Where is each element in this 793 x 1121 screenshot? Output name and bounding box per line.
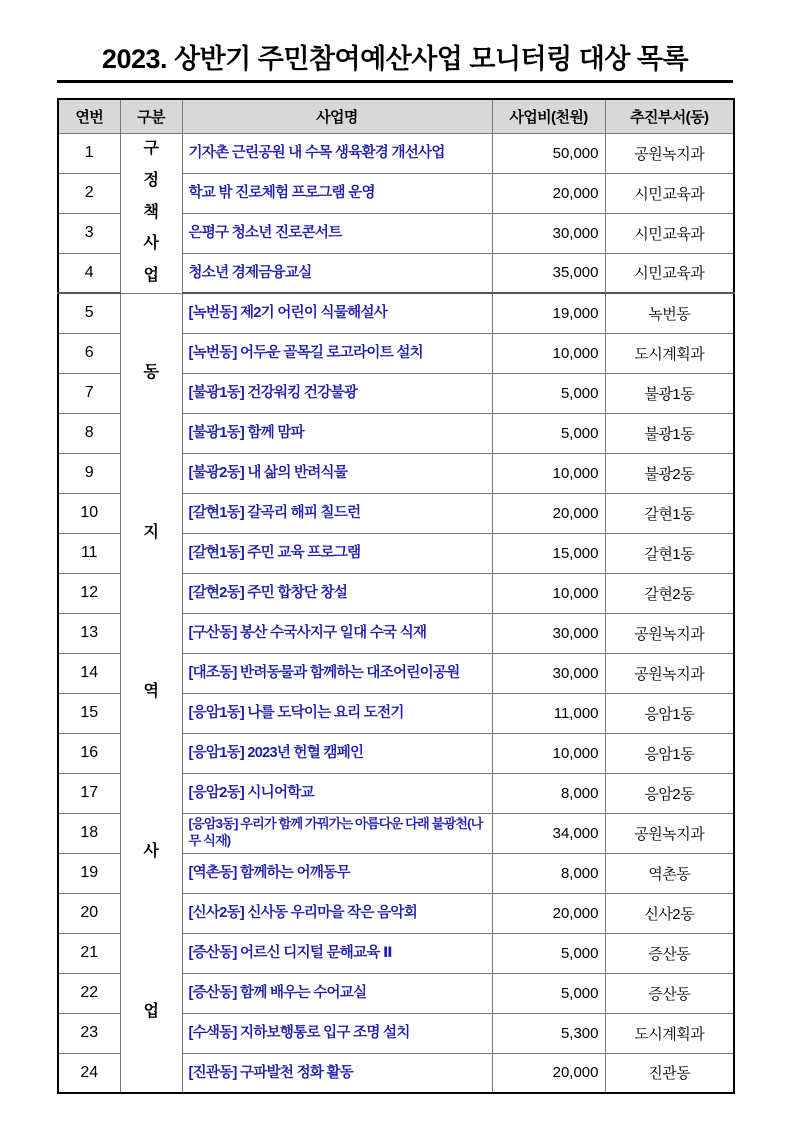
cell-no: 22 bbox=[58, 973, 120, 1013]
cell-project-name: [대조동] 반려동물과 함께하는 대조어린이공원 bbox=[182, 653, 492, 693]
table-row bbox=[58, 293, 734, 333]
cell-cost: 20,000 bbox=[492, 893, 605, 933]
cell-project-name: [신사2동] 신사동 우리마을 작은 음악회 bbox=[182, 893, 492, 933]
cell-cost: 30,000 bbox=[492, 213, 605, 253]
cell-project-name: [녹번동] 제2기 어린이 식물해설사 bbox=[182, 293, 492, 333]
cell-project-name: [갈현1동] 주민 교육 프로그램 bbox=[182, 533, 492, 573]
cell-no: 2 bbox=[58, 173, 120, 213]
column-header-dept: 추진부서(동) bbox=[605, 99, 734, 133]
page-title: 2023. 상반기 주민참여예산사업 모니터링 대상 목록 bbox=[57, 44, 733, 83]
cell-project-name: [역촌동] 함께하는 어깨동무 bbox=[182, 853, 492, 893]
cell-project-name: 청소년 경제금융교실 bbox=[182, 253, 492, 293]
cell-dept: 시민교육과 bbox=[605, 173, 734, 213]
cell-no: 11 bbox=[58, 533, 120, 573]
cell-project-name: [응암1동] 나를 도닥이는 요리 도전기 bbox=[182, 693, 492, 733]
cell-project-name: [불광1동] 함께 맘파 bbox=[182, 413, 492, 453]
table-header bbox=[58, 99, 734, 133]
cell-cost: 10,000 bbox=[492, 333, 605, 373]
cell-cost: 10,000 bbox=[492, 573, 605, 613]
cell-group-gu bbox=[120, 133, 182, 293]
cell-no: 16 bbox=[58, 733, 120, 773]
cell-cost: 35,000 bbox=[492, 253, 605, 293]
cell-dept: 갈현1동 bbox=[605, 493, 734, 533]
cell-cost: 20,000 bbox=[492, 1053, 605, 1093]
table-row bbox=[58, 133, 734, 173]
cell-dept: 증산동 bbox=[605, 933, 734, 973]
cell-project-name: [녹번동] 어두운 골목길 로고라이트 설치 bbox=[182, 333, 492, 373]
group-label-vertical bbox=[127, 134, 176, 293]
cell-project-name: [수색동] 지하보행통로 입구 조명 설치 bbox=[182, 1013, 492, 1053]
cell-no: 7 bbox=[58, 373, 120, 413]
cell-dept: 불광1동 bbox=[605, 413, 734, 453]
cell-cost: 10,000 bbox=[492, 733, 605, 773]
group-label-char: 사 bbox=[143, 235, 159, 253]
cell-no: 19 bbox=[58, 853, 120, 893]
cell-project-name: [불광2동] 내 삶의 반려식물 bbox=[182, 453, 492, 493]
project-list-table-container bbox=[57, 98, 733, 1094]
cell-no: 1 bbox=[58, 133, 120, 173]
cell-project-name: [증산동] 어르신 디지털 문해교육 Ⅱ bbox=[182, 933, 492, 973]
cell-no: 13 bbox=[58, 613, 120, 653]
cell-cost: 20,000 bbox=[492, 493, 605, 533]
cell-no: 3 bbox=[58, 213, 120, 253]
group-label-char: 업 bbox=[143, 267, 159, 285]
cell-no: 15 bbox=[58, 693, 120, 733]
column-header-group: 구분 bbox=[120, 99, 182, 133]
cell-dept: 갈현2동 bbox=[605, 573, 734, 613]
group-label-char: 동 bbox=[143, 363, 159, 381]
cell-no: 14 bbox=[58, 653, 120, 693]
cell-dept: 도시계획과 bbox=[605, 1013, 734, 1053]
group-label-char: 사 bbox=[143, 843, 159, 860]
cell-dept: 공원녹지과 bbox=[605, 613, 734, 653]
cell-cost: 20,000 bbox=[492, 173, 605, 213]
cell-dept: 응암1동 bbox=[605, 733, 734, 773]
cell-cost: 5,000 bbox=[492, 373, 605, 413]
cell-cost: 34,000 bbox=[492, 813, 605, 853]
cell-cost: 19,000 bbox=[492, 293, 605, 333]
cell-dept: 녹번동 bbox=[605, 293, 734, 333]
cell-dept: 불광2동 bbox=[605, 453, 734, 493]
cell-no: 12 bbox=[58, 573, 120, 613]
cell-no: 8 bbox=[58, 413, 120, 453]
cell-cost: 8,000 bbox=[492, 773, 605, 813]
cell-project-name: [응암1동] 2023년 헌혈 캠페인 bbox=[182, 733, 492, 773]
cell-no: 18 bbox=[58, 813, 120, 853]
cell-dept: 증산동 bbox=[605, 973, 734, 1013]
group-label-char: 역 bbox=[143, 683, 159, 701]
cell-no: 23 bbox=[58, 1013, 120, 1053]
table-body bbox=[58, 133, 734, 1093]
group-label-char: 지 bbox=[143, 523, 159, 541]
cell-dept: 도시계획과 bbox=[605, 333, 734, 373]
cell-cost: 5,300 bbox=[492, 1013, 605, 1053]
title-container bbox=[57, 44, 733, 83]
cell-dept: 응암2동 bbox=[605, 773, 734, 813]
cell-project-name: [응암2동] 시니어학교 bbox=[182, 773, 492, 813]
cell-project-name: [갈현1동] 갈곡리 해피 칠드런 bbox=[182, 493, 492, 533]
cell-no: 10 bbox=[58, 493, 120, 533]
cell-no: 20 bbox=[58, 893, 120, 933]
cell-dept: 역촌동 bbox=[605, 853, 734, 893]
cell-dept: 시민교육과 bbox=[605, 213, 734, 253]
cell-dept: 응암1동 bbox=[605, 693, 734, 733]
cell-dept: 신사2동 bbox=[605, 893, 734, 933]
group-label-char: 정 bbox=[143, 171, 159, 189]
column-header-cost: 사업비(천원) bbox=[492, 99, 605, 133]
column-header-no: 연번 bbox=[58, 99, 120, 133]
cell-cost: 8,000 bbox=[492, 853, 605, 893]
cell-dept: 불광1동 bbox=[605, 373, 734, 413]
cell-no: 5 bbox=[58, 293, 120, 333]
cell-cost: 30,000 bbox=[492, 613, 605, 653]
cell-cost: 50,000 bbox=[492, 133, 605, 173]
cell-no: 6 bbox=[58, 333, 120, 373]
cell-dept: 공원녹지과 bbox=[605, 653, 734, 693]
cell-project-name: [증산동] 함께 배우는 수어교실 bbox=[182, 973, 492, 1013]
cell-cost: 5,000 bbox=[492, 973, 605, 1013]
cell-no: 24 bbox=[58, 1053, 120, 1093]
group-label-char: 구 bbox=[143, 140, 159, 157]
cell-cost: 5,000 bbox=[492, 933, 605, 973]
cell-dept: 진관동 bbox=[605, 1053, 734, 1093]
group-label-vertical bbox=[127, 294, 176, 1093]
cell-group-dong bbox=[120, 293, 182, 1093]
cell-no: 21 bbox=[58, 933, 120, 973]
cell-project-name: [응암3동] 우리가 함께 가꿔가는 아름다운 다래 불광천(나무 식재) bbox=[182, 813, 492, 853]
cell-no: 4 bbox=[58, 253, 120, 293]
cell-project-name: 은평구 청소년 진로콘서트 bbox=[182, 213, 492, 253]
column-header-name: 사업명 bbox=[182, 99, 492, 133]
cell-cost: 10,000 bbox=[492, 453, 605, 493]
project-list-table bbox=[57, 98, 735, 1094]
cell-project-name: [진관동] 구파발천 정화 활동 bbox=[182, 1053, 492, 1093]
cell-dept: 공원녹지과 bbox=[605, 813, 734, 853]
group-label-char: 책 bbox=[143, 203, 159, 221]
cell-cost: 11,000 bbox=[492, 693, 605, 733]
cell-cost: 30,000 bbox=[492, 653, 605, 693]
cell-project-name: [구산동] 봉산 수국사지구 일대 수국 식재 bbox=[182, 613, 492, 653]
cell-project-name: [갈현2동] 주민 합창단 창설 bbox=[182, 573, 492, 613]
cell-dept: 공원녹지과 bbox=[605, 133, 734, 173]
cell-dept: 시민교육과 bbox=[605, 253, 734, 293]
cell-project-name: 학교 밖 진로체험 프로그램 운영 bbox=[182, 173, 492, 213]
cell-no: 17 bbox=[58, 773, 120, 813]
cell-project-name: [불광1동] 건강워킹 건강불광 bbox=[182, 373, 492, 413]
cell-cost: 5,000 bbox=[492, 413, 605, 453]
group-label-char: 업 bbox=[143, 1002, 159, 1020]
cell-no: 9 bbox=[58, 453, 120, 493]
cell-dept: 갈현1동 bbox=[605, 533, 734, 573]
table-header-row bbox=[58, 99, 734, 133]
cell-project-name: 기자촌 근린공원 내 수목 생육환경 개선사업 bbox=[182, 133, 492, 173]
cell-cost: 15,000 bbox=[492, 533, 605, 573]
